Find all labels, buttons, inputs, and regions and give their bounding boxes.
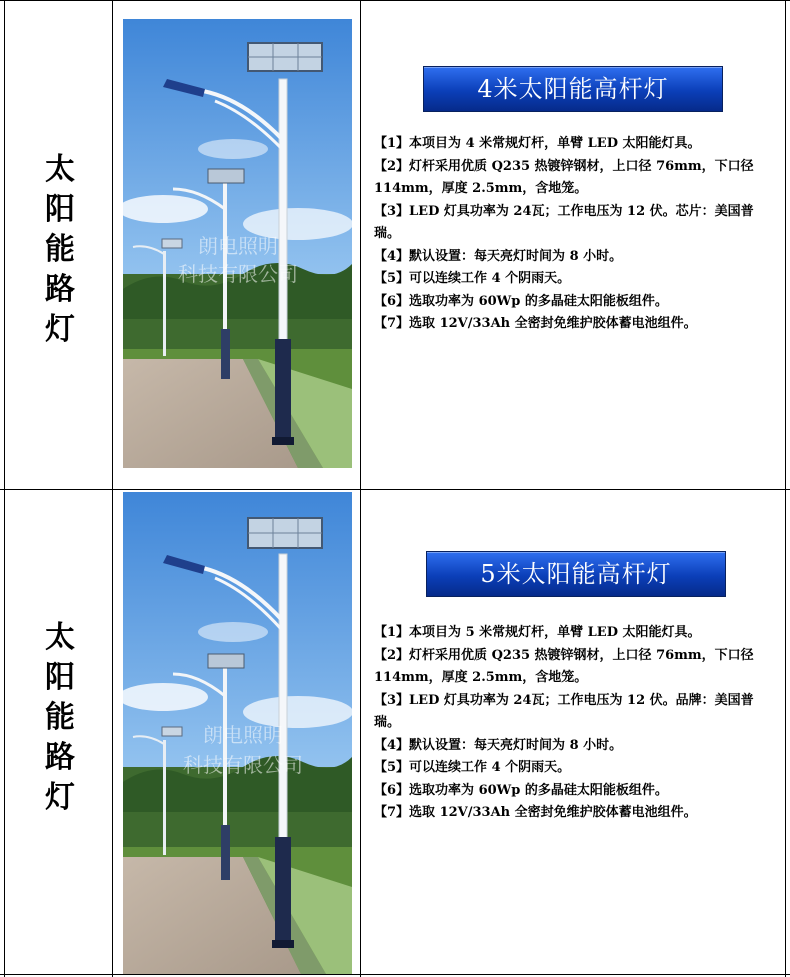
column-divider-2 <box>360 0 361 977</box>
label-char: 路 <box>45 272 75 307</box>
row-label-1 <box>4 150 116 350</box>
label-char: 灯 <box>45 312 75 347</box>
street-light-photo-2 <box>123 492 352 974</box>
spec-list-2 <box>374 622 778 825</box>
spec-item: 【3】LED 灯具功率为 24瓦；工作电压为 12 伏。芯片：美国普瑞。 <box>374 203 754 241</box>
column-divider-1 <box>112 0 113 977</box>
label-char: 太 <box>45 620 75 655</box>
spec-item: 【5】可以连续工作 4 个阴雨天。 <box>374 760 571 775</box>
spec-item: 【6】选取功率为 60Wp 的多晶硅太阳能板组件。 <box>374 782 668 798</box>
label-char: 阳 <box>45 192 75 227</box>
label-char: 灯 <box>45 780 75 815</box>
spec-item: 【7】选取 12V/33Ah 全密封免维护胶体蓄电池组件。 <box>374 316 697 331</box>
spec-item: 【4】默认设置：每天亮灯时间为 8 小时。 <box>374 248 623 264</box>
watermark-text: 朗电照明 <box>203 723 283 747</box>
spec-item: 【1】本项目为 5 米常规灯杆，单臂 LED 太阳能灯具。 <box>374 625 701 640</box>
row-divider <box>0 489 790 490</box>
watermark-text: 科技有限公司 <box>178 262 298 286</box>
spec-item: 【6】选取功率为 60Wp 的多晶硅太阳能板组件。 <box>374 293 668 309</box>
street-light-photo-1 <box>123 19 352 468</box>
row-label-2 <box>4 618 116 818</box>
spec-item: 【2】灯杆采用优质 Q235 热镀锌钢材，上口径 76mm，下口径 114mm，厚度 2.5mm，含地笼。 <box>374 647 754 685</box>
product-title-banner-1: 4米太阳能高杆灯 <box>423 66 723 112</box>
spec-item: 【2】灯杆采用优质 Q235 热镀锌钢材，上口径 76mm，下口径 114mm，厚度 2.5mm，含地笼。 <box>374 158 754 196</box>
label-char: 能 <box>45 232 75 267</box>
spec-item: 【1】本项目为 4 米常规灯杆，单臂 LED 太阳能灯具。 <box>374 136 701 151</box>
label-char: 阳 <box>45 660 75 695</box>
spec-list-1 <box>374 133 778 336</box>
product-title-banner-2: 5米太阳能高杆灯 <box>426 551 726 597</box>
spec-item: 【3】LED 灯具功率为 24瓦；工作电压为 12 伏。品牌：美国普瑞。 <box>374 692 754 730</box>
table-border-left <box>4 0 5 977</box>
label-char: 路 <box>45 740 75 775</box>
table-border-bottom <box>0 974 790 975</box>
watermark-text: 朗电照明 <box>198 234 278 258</box>
spec-item: 【4】默认设置：每天亮灯时间为 8 小时。 <box>374 737 623 753</box>
watermark-text: 科技有限公司 <box>183 753 303 777</box>
label-char: 太 <box>45 152 75 187</box>
label-char: 能 <box>45 700 75 735</box>
table-border-right <box>785 0 786 977</box>
table-border-top <box>0 0 790 1</box>
spec-item: 【5】可以连续工作 4 个阴雨天。 <box>374 271 571 286</box>
spec-item: 【7】选取 12V/33Ah 全密封免维护胶体蓄电池组件。 <box>374 805 697 820</box>
